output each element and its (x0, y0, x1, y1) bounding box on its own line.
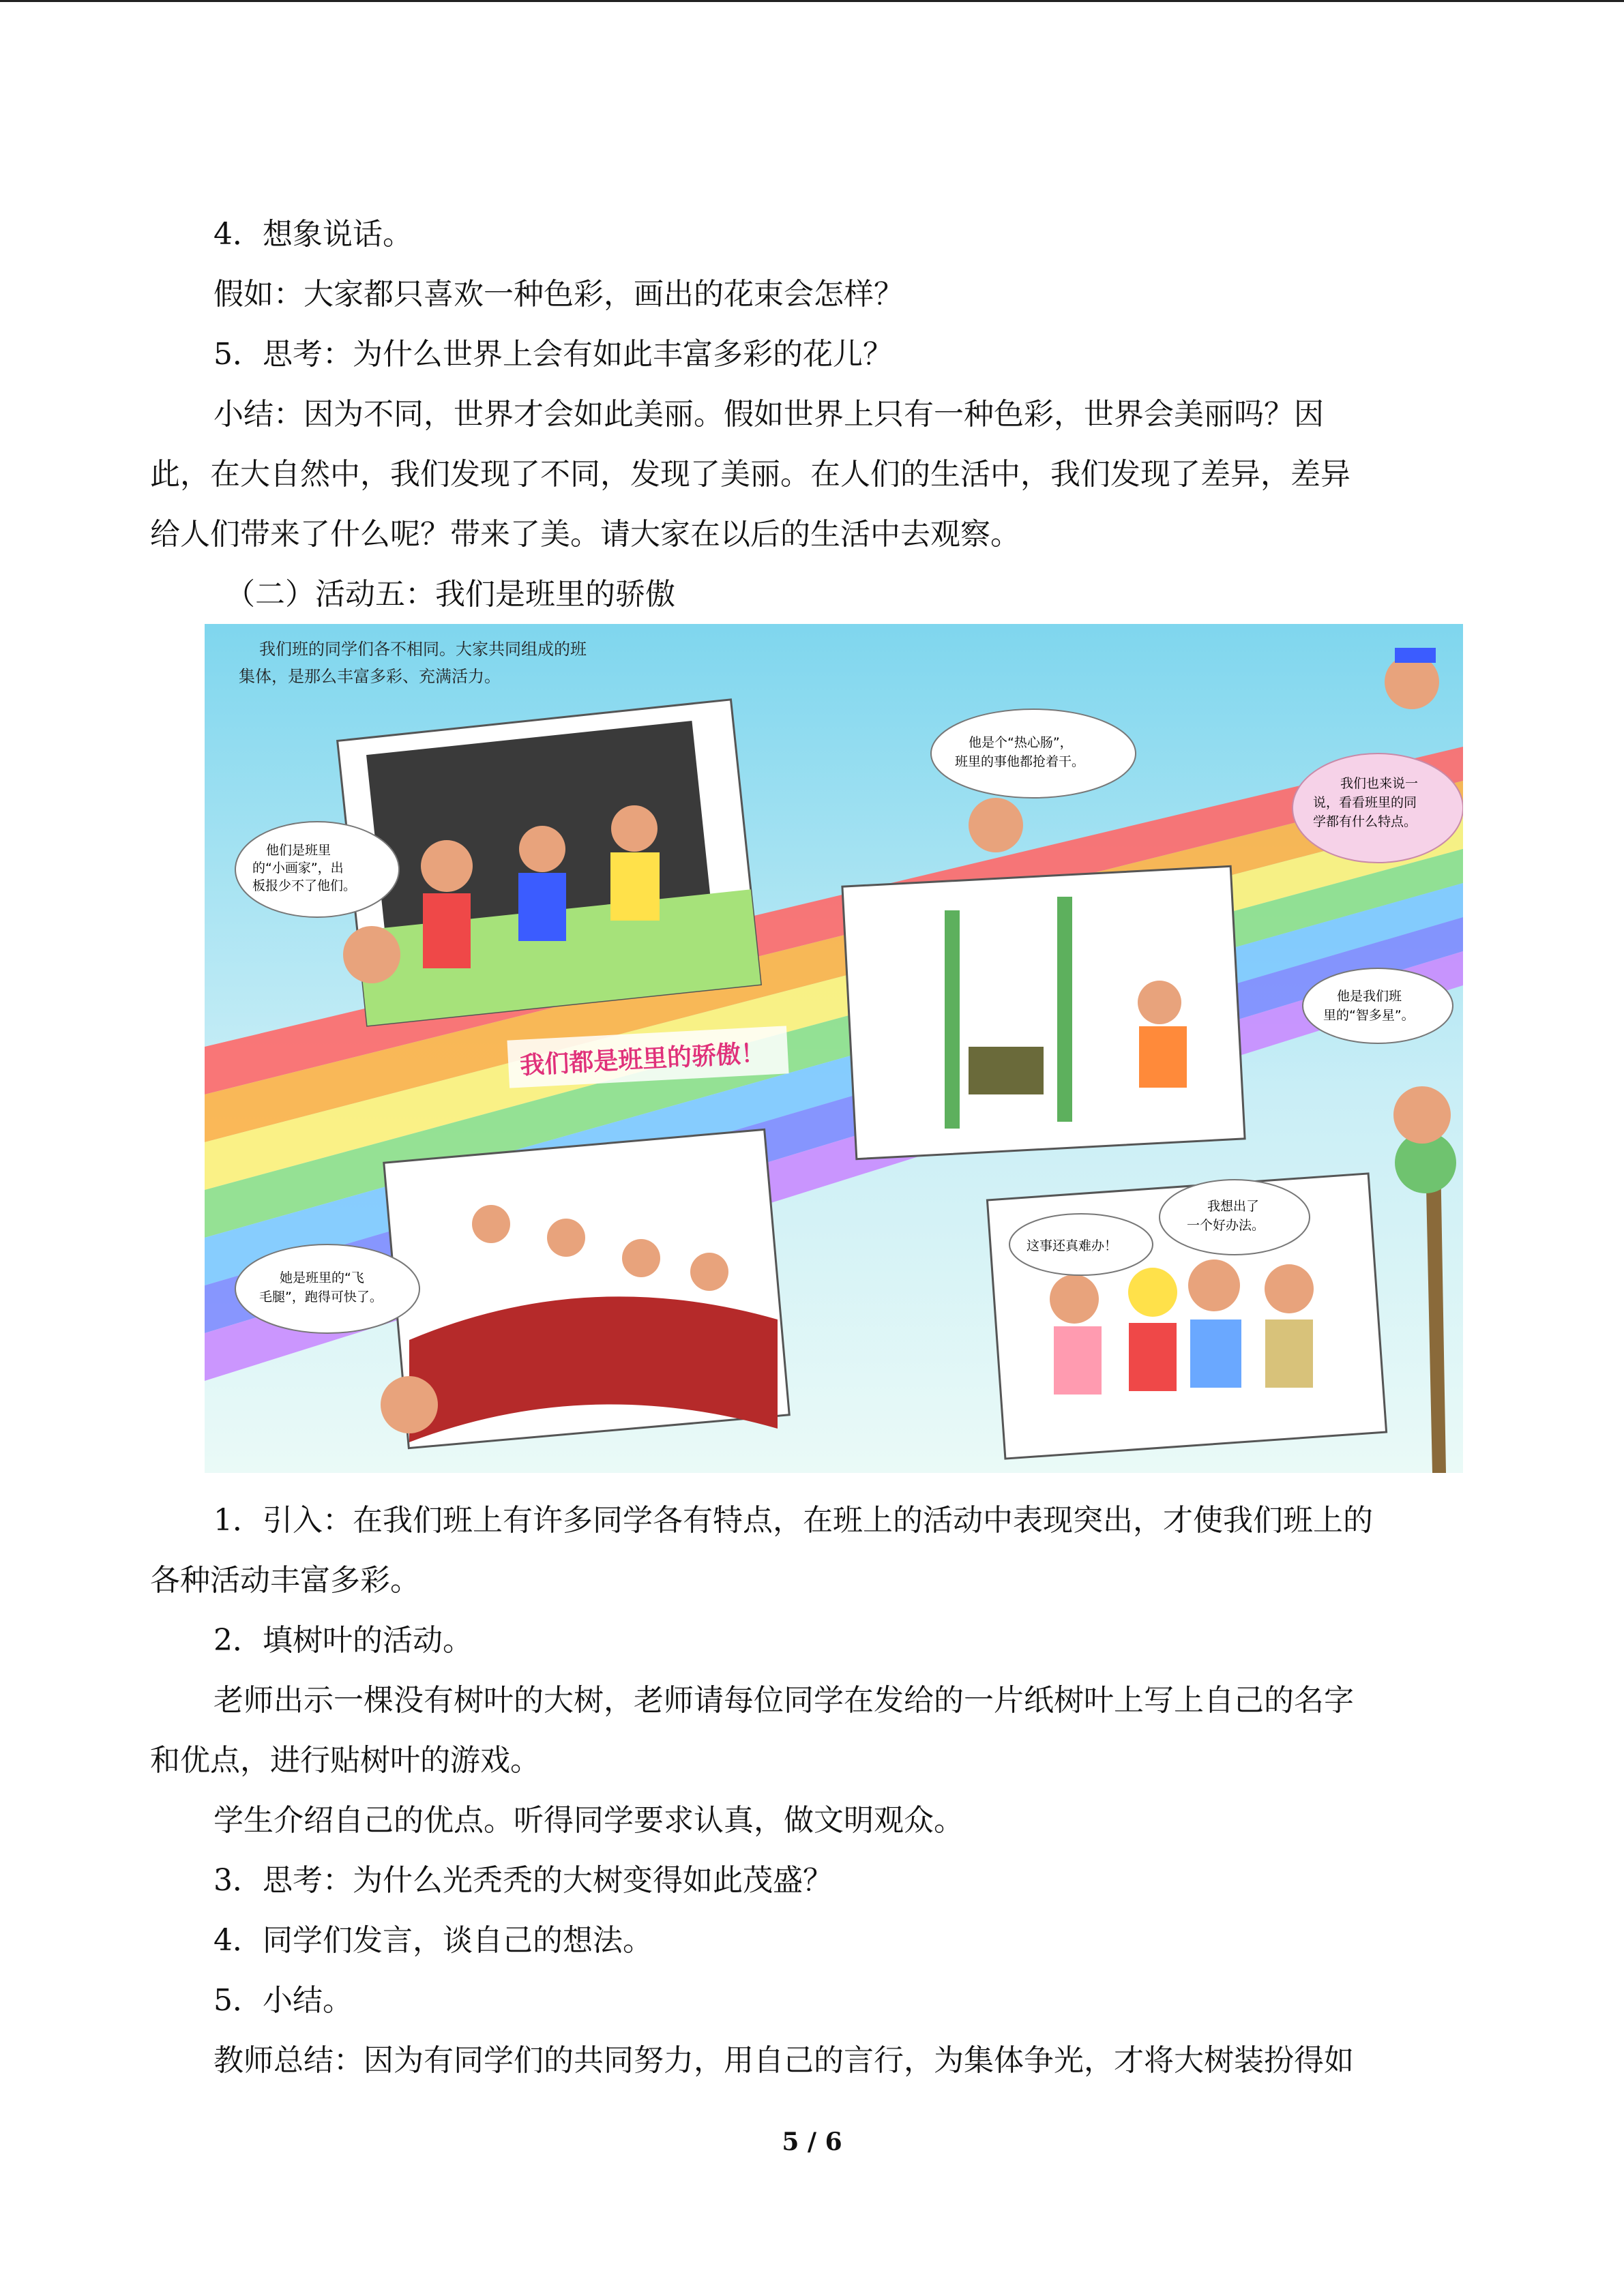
paragraph: 3．思考：为什么光秃秃的大树变得如此茂盛？ (213, 1863, 833, 1898)
speech-bubble-artists (235, 822, 399, 917)
top-border (0, 0, 1624, 2)
paragraph: 4．同学们发言，谈自己的想法。 (213, 1923, 653, 1958)
figure-intro-line: 我们班的同学们各不相同。大家共同组成的班 (259, 640, 587, 659)
panel-blackboard (338, 700, 761, 1026)
svg-text:板报少不了他们。: 板报少不了他们。 (252, 878, 357, 893)
paragraph: 老师出示一棵没有树叶的大树，老师请每位同学在发给的一片纸树叶上写上自己的名字 (213, 1683, 1354, 1718)
svg-text:他们是班里: 他们是班里 (266, 843, 331, 858)
girl-figure (969, 798, 1023, 852)
paragraph: 4．想象说话。 (213, 217, 413, 252)
svg-text:他是我们班: 他是我们班 (1337, 989, 1402, 1004)
girl-figure (381, 1376, 438, 1433)
boy-figure (1393, 1086, 1451, 1144)
figure-intro-line: 集体，是那么丰富多彩、充满活力。 (239, 667, 501, 686)
class-pride-illustration (205, 624, 1463, 1473)
svg-text:说，看看班里的同: 说，看看班里的同 (1313, 795, 1417, 810)
svg-text:毛腿”，跑得可快了。: 毛腿”，跑得可快了。 (259, 1289, 383, 1304)
svg-text:的“小画家”，出: 的“小画家”，出 (252, 861, 344, 876)
speech-bubble-smart (1303, 968, 1453, 1043)
speech-bubble-runner (235, 1244, 419, 1333)
paragraph: 学生介绍自己的优点。听得同学要求认真，做文明观众。 (213, 1803, 964, 1838)
svg-text:我们都是班里的骄傲！: 我们都是班里的骄傲！ (519, 1039, 767, 1080)
svg-text:班里的事他都抢着干。: 班里的事他都抢着干。 (955, 754, 1085, 769)
paragraph: 5．思考：为什么世界上会有如此丰富多彩的花儿？ (213, 337, 893, 372)
page-number: 5 / 6 (782, 2128, 842, 2156)
panel-running (384, 1129, 789, 1448)
paragraph: 5．小结。 (213, 1983, 353, 2018)
speech-bubble-ask (1293, 754, 1463, 863)
svg-text:这事还真难办！: 这事还真难办！ (1027, 1238, 1118, 1253)
svg-text:学都有什么特点。: 学都有什么特点。 (1313, 814, 1417, 829)
speech-bubble-hard (1009, 1214, 1153, 1275)
svg-text:他是个“热心肠”，: 他是个“热心肠”， (969, 735, 1073, 750)
paragraph: 假如：大家都只喜欢一种色彩，画出的花束会怎样？ (213, 277, 904, 312)
paragraph: 小结：因为不同，世界才会如此美丽。假如世界上只有一种色彩，世界会美丽吗？因 (213, 397, 1324, 432)
paragraph: 2．填树叶的活动。 (213, 1623, 473, 1658)
speech-bubble-idea (1160, 1180, 1310, 1255)
svg-text:她是班里的“飞: 她是班里的“飞 (280, 1270, 364, 1285)
boy-figure (343, 926, 400, 983)
speech-bubble-helper (931, 709, 1136, 798)
paragraph: 1．引入：在我们班上有许多同学各有特点，在班上的活动中表现突出，才使我们班上的 (213, 1503, 1373, 1538)
panel-helper (842, 866, 1245, 1159)
svg-text:里的“智多星”。: 里的“智多星”。 (1323, 1008, 1415, 1023)
paragraph: 各种活动丰富多彩。 (150, 1563, 420, 1598)
paragraph: 和优点，进行贴树叶的游戏。 (150, 1743, 540, 1778)
svg-text:我们也来说一: 我们也来说一 (1340, 776, 1419, 791)
paragraph: 此，在大自然中，我们发现了不同，发现了美丽。在人们的生活中，我们发现了差异，差异 (150, 457, 1350, 492)
paragraph: 给人们带来了什么呢？带来了美。请大家在以后的生活中去观察。 (150, 517, 1020, 552)
svg-text:一个好办法。: 一个好办法。 (1187, 1218, 1265, 1233)
section-heading: （二）活动五：我们是班里的骄傲 (225, 577, 675, 612)
paragraph: 教师总结：因为有同学们的共同努力，用自己的言行，为集体争光，才将大树装扮得如 (213, 2043, 1354, 2078)
svg-text:我想出了: 我想出了 (1207, 1199, 1260, 1214)
